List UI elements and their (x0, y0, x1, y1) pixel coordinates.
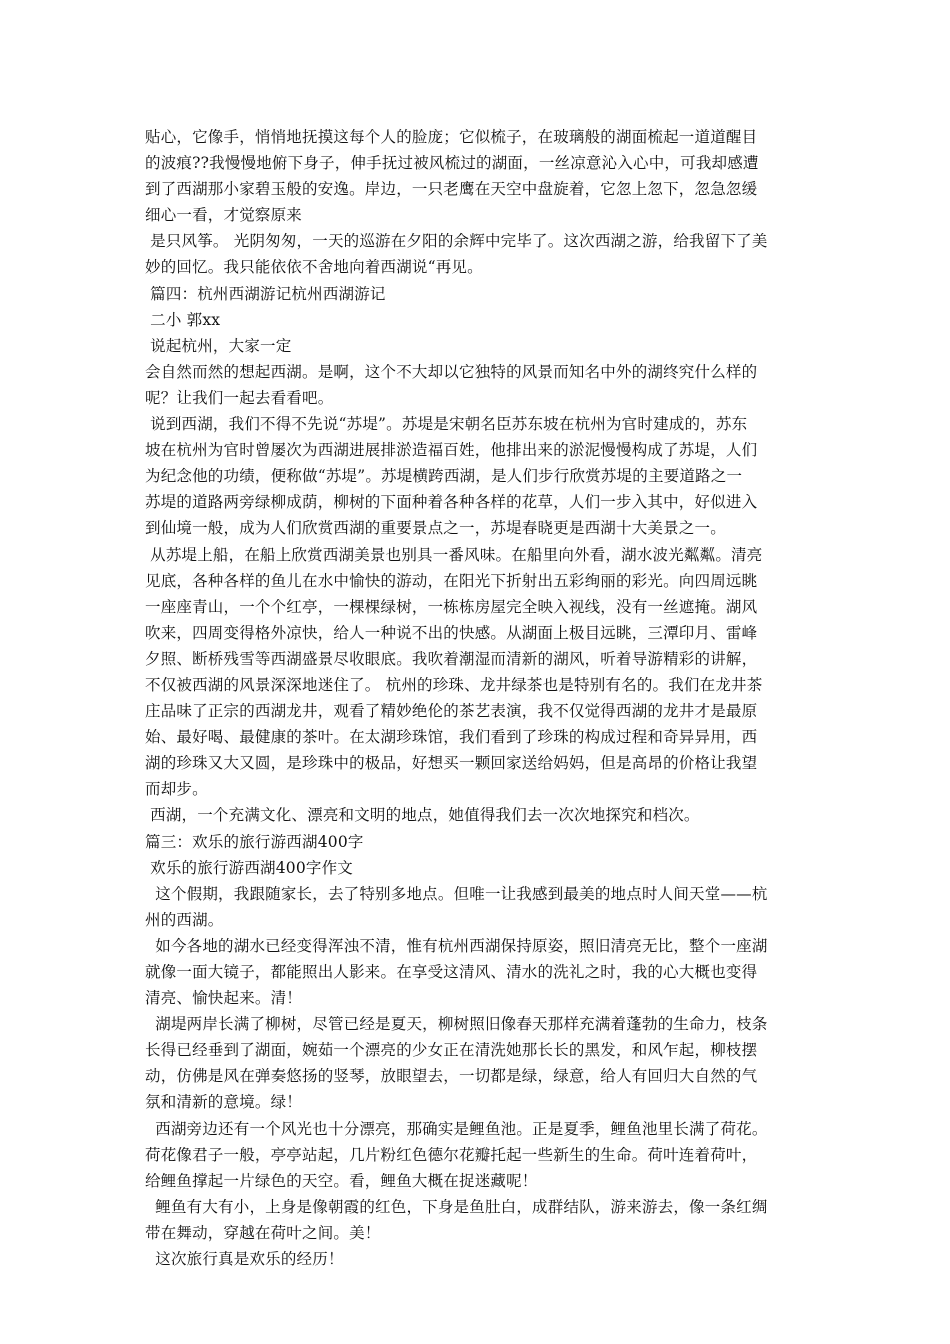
text-line: 细心一看，才觉察原来 (145, 206, 303, 225)
text-line: 就像一面大镜子，都能照出人影来。在享受这清风、清水的洗礼之时，我的心大概也变得 (145, 963, 758, 981)
text-line: 见底，各种各样的鱼儿在水中愉快的游动，在阳光下折射出五彩绚丽的彩光。向四周远眺 (145, 571, 758, 590)
text-line: 从苏堤上船，在船上欣赏西湖美景也别具一番风味。在船里向外看，湖水波光粼粼。清亮 (145, 545, 763, 564)
text-line: 庄品味了正宗的西湖龙井，观看了精妙绝伦的茶艺表演，我不仅觉得西湖的龙井才是最原 (145, 702, 758, 721)
text-line: 湖的珍珠又大又圆，是珍珠中的极品，好想买一颗回家送给妈妈，但是高昂的价格让我望 (145, 754, 758, 773)
text-line: 的波痕??我慢慢地俯下身子，伸手抚过被风梳过的湖面，一丝凉意沁入心中，可我却感遭 (145, 154, 759, 173)
text-line: 给鲤鱼撑起一片绿色的天空。看，鲤鱼大概在捉迷藏呢！ (145, 1171, 538, 1190)
text-line: 清亮、愉快起来。清！ (145, 989, 303, 1008)
text-line: 为纪念他的功绩，便称做“苏堤”。苏堤横跨西湖，是人们步行欣赏苏堤的主要道路之一 (145, 467, 743, 486)
text-line: 州的西湖。 (145, 910, 224, 929)
subtitle-line: 欢乐的旅行游西湖400字作文 (145, 858, 354, 877)
author-line: 二小 郭xx (145, 310, 221, 329)
text-line: 不仅被西湖的风景深深地迷住了。 杭州的珍珠、龙井绿茶也是特别有名的。我们在龙井茶 (145, 675, 763, 694)
text-line: 荷花像君子一般，亭亭站起，几片粉红色德尔花瓣托起一些新生的生命。荷叶连着荷叶， (145, 1145, 758, 1164)
text-line: 会自然而然的想起西湖。是啊，这个不大却以它独特的风景而知名中外的湖终究什么样的 (145, 362, 758, 381)
text-line: 贴心，它像手，悄悄地抚摸这每个人的脸庞；它似梳子，在玻璃般的湖面梳起一道道醒目 (145, 128, 758, 146)
text-line: 是只风筝。 光阴匆匆，一天的巡游在夕阳的余辉中完毕了。这次西湖之游，给我留下了美 (145, 232, 768, 251)
section-heading-3: 篇三：欢乐的旅行游西湖400字 (145, 832, 364, 851)
text-line: 说到西湖，我们不得不先说“苏堤”。苏堤是宋朝名臣苏东坡在杭州为官时建成的，苏东 (145, 415, 748, 434)
text-line: 呢？让我们一起去看看吧。 (145, 388, 334, 407)
text-line: 湖堤两岸长满了柳树，尽管已经是夏天，柳树照旧像春天那样充满着蓬勃的生命力，枝条 (145, 1015, 768, 1034)
text-line: 氛和清新的意境。绿！ (145, 1093, 303, 1112)
text-line: 到了西湖那小家碧玉般的安逸。岸边，一只老鹰在天空中盘旋着，它忽上忽下，忽急忽缓 (145, 180, 758, 199)
text-line: 西湖，一个充满文化、漂亮和文明的地点，她值得我们去一次次地探究和档次。 (145, 806, 700, 825)
text-line: 长得已经垂到了湖面，婉茹一个漂亮的少女正在清洗她那长长的黑发，和风乍起，柳枝摆 (145, 1041, 758, 1060)
section-heading-4: 篇四：杭州西湖游记杭州西湖游记 (145, 284, 386, 303)
text-line: 如今各地的湖水已经变得浑浊不清，惟有杭州西湖保持原姿，照旧清亮无比，整个一座湖 (145, 936, 768, 955)
document-body (145, 124, 815, 1272)
text-line: 这次旅行真是欢乐的经历！ (145, 1250, 344, 1269)
text-line: 苏堤的道路两旁绿柳成荫，柳树的下面种着各种各样的花草，人们一步入其中，好似进入 (145, 493, 758, 512)
text-line: 夕照、断桥残雪等西湖盛景尽收眼底。我吹着潮湿而清新的湖风，听着导游精彩的讲解， (145, 649, 758, 668)
text-line: 鲤鱼有大有小，上身是像朝霞的红色，下身是鱼肚白，成群结队，游来游去，像一条红绸 (145, 1197, 768, 1216)
text-line: 动，仿佛是风在弹奏悠扬的竖琴，放眼望去，一切都是绿，绿意，给人有回归大自然的气 (145, 1067, 758, 1086)
text-line: 始、最好喝、最健康的茶叶。在太湖珍珠馆，我们看到了珍珠的构成过程和奇异异用，西 (145, 728, 758, 747)
text-line: 说起杭州，大家一定 (145, 336, 292, 355)
text-line: 坡在杭州为官时曾屡次为西湖进展排淤造福百姓，他排出来的淤泥慢慢构成了苏堤，人们 (145, 441, 758, 460)
text-line: 一座座青山，一个个红亭，一棵棵绿树，一栋栋房屋完全映入视线，没有一丝遮掩。湖风 (145, 597, 758, 616)
text-line: 到仙境一般，成为人们欣赏西湖的重要景点之一，苏堤春晓更是西湖十大美景之一。 (145, 519, 726, 538)
text-line: 西湖旁边还有一个风光也十分漂亮，那确实是鲤鱼池。正是夏季，鲤鱼池里长满了荷花。 (145, 1119, 768, 1138)
text-line: 吹来，四周变得格外凉快，给人一种说不出的快感。从湖面上极目远眺，三潭印月、雷峰 (145, 623, 758, 642)
text-line: 而却步。 (145, 780, 208, 799)
text-line: 带在舞动，穿越在荷叶之间。美！ (145, 1223, 381, 1242)
text-line: 妙的回忆。我只能依依不舍地向着西湖说“再见。 (145, 258, 483, 277)
text-line: 这个假期，我跟随家长，去了特别多地点。但唯一让我感到最美的地点时人间天堂——杭 (145, 884, 768, 903)
